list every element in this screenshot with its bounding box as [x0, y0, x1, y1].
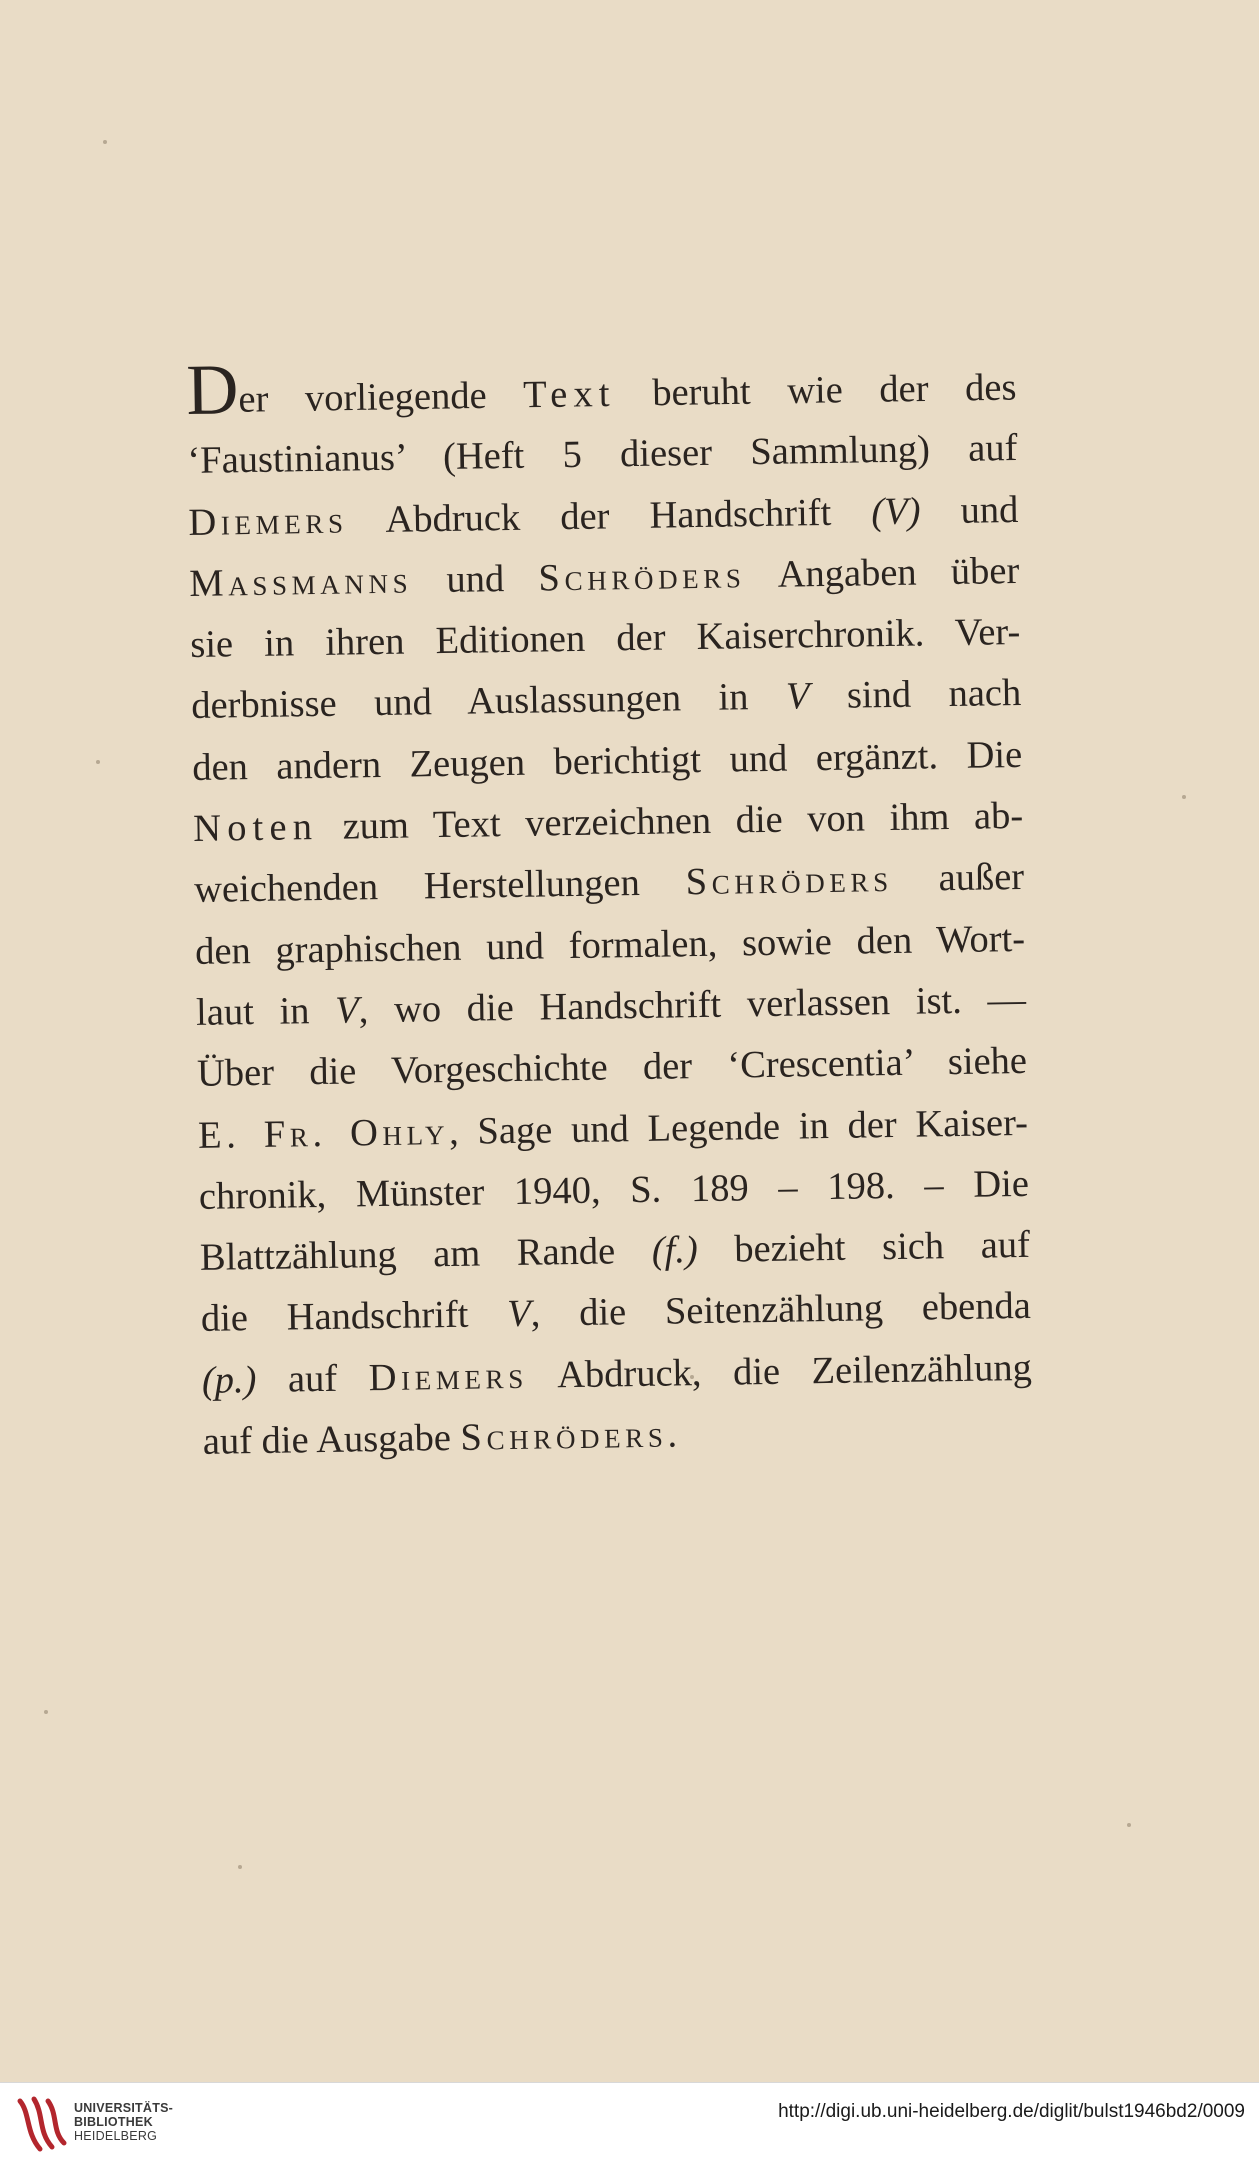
text-run: chronik, Münster 1940, S. 189 – 198. – Die	[198, 1162, 1030, 1218]
text-run: den andern Zeugen berichtigt und ergänzt. Die	[191, 733, 1023, 789]
source-url-link[interactable]: http://digi.ub.uni-heidelberg.de/diglit/bulst1946bd2/0009	[778, 2101, 1245, 2122]
author-name: Schröders	[538, 554, 746, 600]
author-name: Schröders	[460, 1413, 668, 1459]
author-name: Schröders	[685, 858, 894, 904]
logo-line: UNIVERSITÄTS-	[74, 2101, 174, 2115]
paper-speck	[1182, 795, 1186, 799]
paper-speck	[238, 1865, 242, 1869]
text-run: laut in	[195, 989, 336, 1034]
text-run: außer	[892, 856, 1025, 901]
text-run: Angaben über	[745, 549, 1020, 597]
paper-speck	[96, 760, 100, 764]
author-name: Diemers	[188, 499, 348, 544]
university-library-logo-icon	[12, 2093, 72, 2157]
text-run: und	[920, 488, 1019, 533]
author-name: Diemers	[368, 1354, 529, 1400]
text-line	[201, 1338, 1032, 1412]
text-run: er vorliegende	[238, 374, 524, 421]
text-run: bezieht sich auf	[697, 1224, 1031, 1272]
library-logo-text	[74, 2101, 173, 2143]
author-name: Massmanns	[189, 559, 413, 605]
paper-speck	[103, 140, 107, 144]
siglum: (V)	[870, 490, 921, 533]
siglum: V	[334, 989, 360, 1032]
siglum: V	[506, 1293, 532, 1336]
text-run: Text	[522, 372, 617, 417]
text-run: sind nach	[809, 672, 1022, 718]
text-run: , die Seitenzählung ebenda	[530, 1285, 1032, 1336]
body-paragraph	[185, 349, 1033, 1473]
text-run: die Handschrift	[200, 1293, 508, 1341]
text-run: .	[667, 1413, 678, 1456]
text-run: den graphischen und formalen, sowie den Wort-	[194, 917, 1026, 973]
text-run: , wo die Handschrift verlassen ist. —	[358, 978, 1027, 1032]
logo-line: HEIDELBERG	[74, 2129, 158, 2143]
text-run: ‘Faustinianus’ (Heft 5 dieser Sammlung) auf	[187, 427, 1018, 483]
logo-line: BIBLIOTHEK	[74, 2115, 153, 2129]
text-run: Über die Vorgeschichte der ‘Crescentia’ siehe	[196, 1040, 1028, 1096]
siglum: (f.)	[651, 1229, 699, 1272]
text-run: Abdruck, die Zeilenzählung	[527, 1346, 1033, 1397]
text-run: weichenden Herstellungen	[193, 861, 687, 912]
text-run: auf die Ausgabe	[202, 1416, 461, 1463]
viewer-footer	[0, 2082, 1259, 2173]
text-run: Abdruck der Handschrift	[347, 490, 872, 542]
drop-cap: D	[185, 349, 239, 430]
text-run: Noten	[192, 806, 319, 851]
siglum: V	[785, 675, 810, 719]
author-name: E. Fr. Ohly	[197, 1110, 450, 1157]
text-run: auf	[256, 1357, 369, 1401]
text-run: und	[411, 557, 539, 602]
text-run: derbnisse und Auslassungen in	[190, 676, 787, 728]
text-run: zum Text verzeichnen die von ihm ab-	[317, 794, 1024, 849]
text-run: beruht wie der des	[615, 366, 1017, 415]
siglum: (p.)	[201, 1358, 257, 1402]
text-run: , Sage und Legende in der Kaiser-	[448, 1101, 1029, 1153]
paper-speck	[1127, 1823, 1131, 1827]
text-line	[202, 1399, 1033, 1473]
text-run: sie in ihren Editionen der Kaiserchronik. Ver-	[189, 611, 1021, 667]
paper-speck	[44, 1710, 48, 1714]
text-run: Blattzählung am Rande	[199, 1229, 653, 1280]
